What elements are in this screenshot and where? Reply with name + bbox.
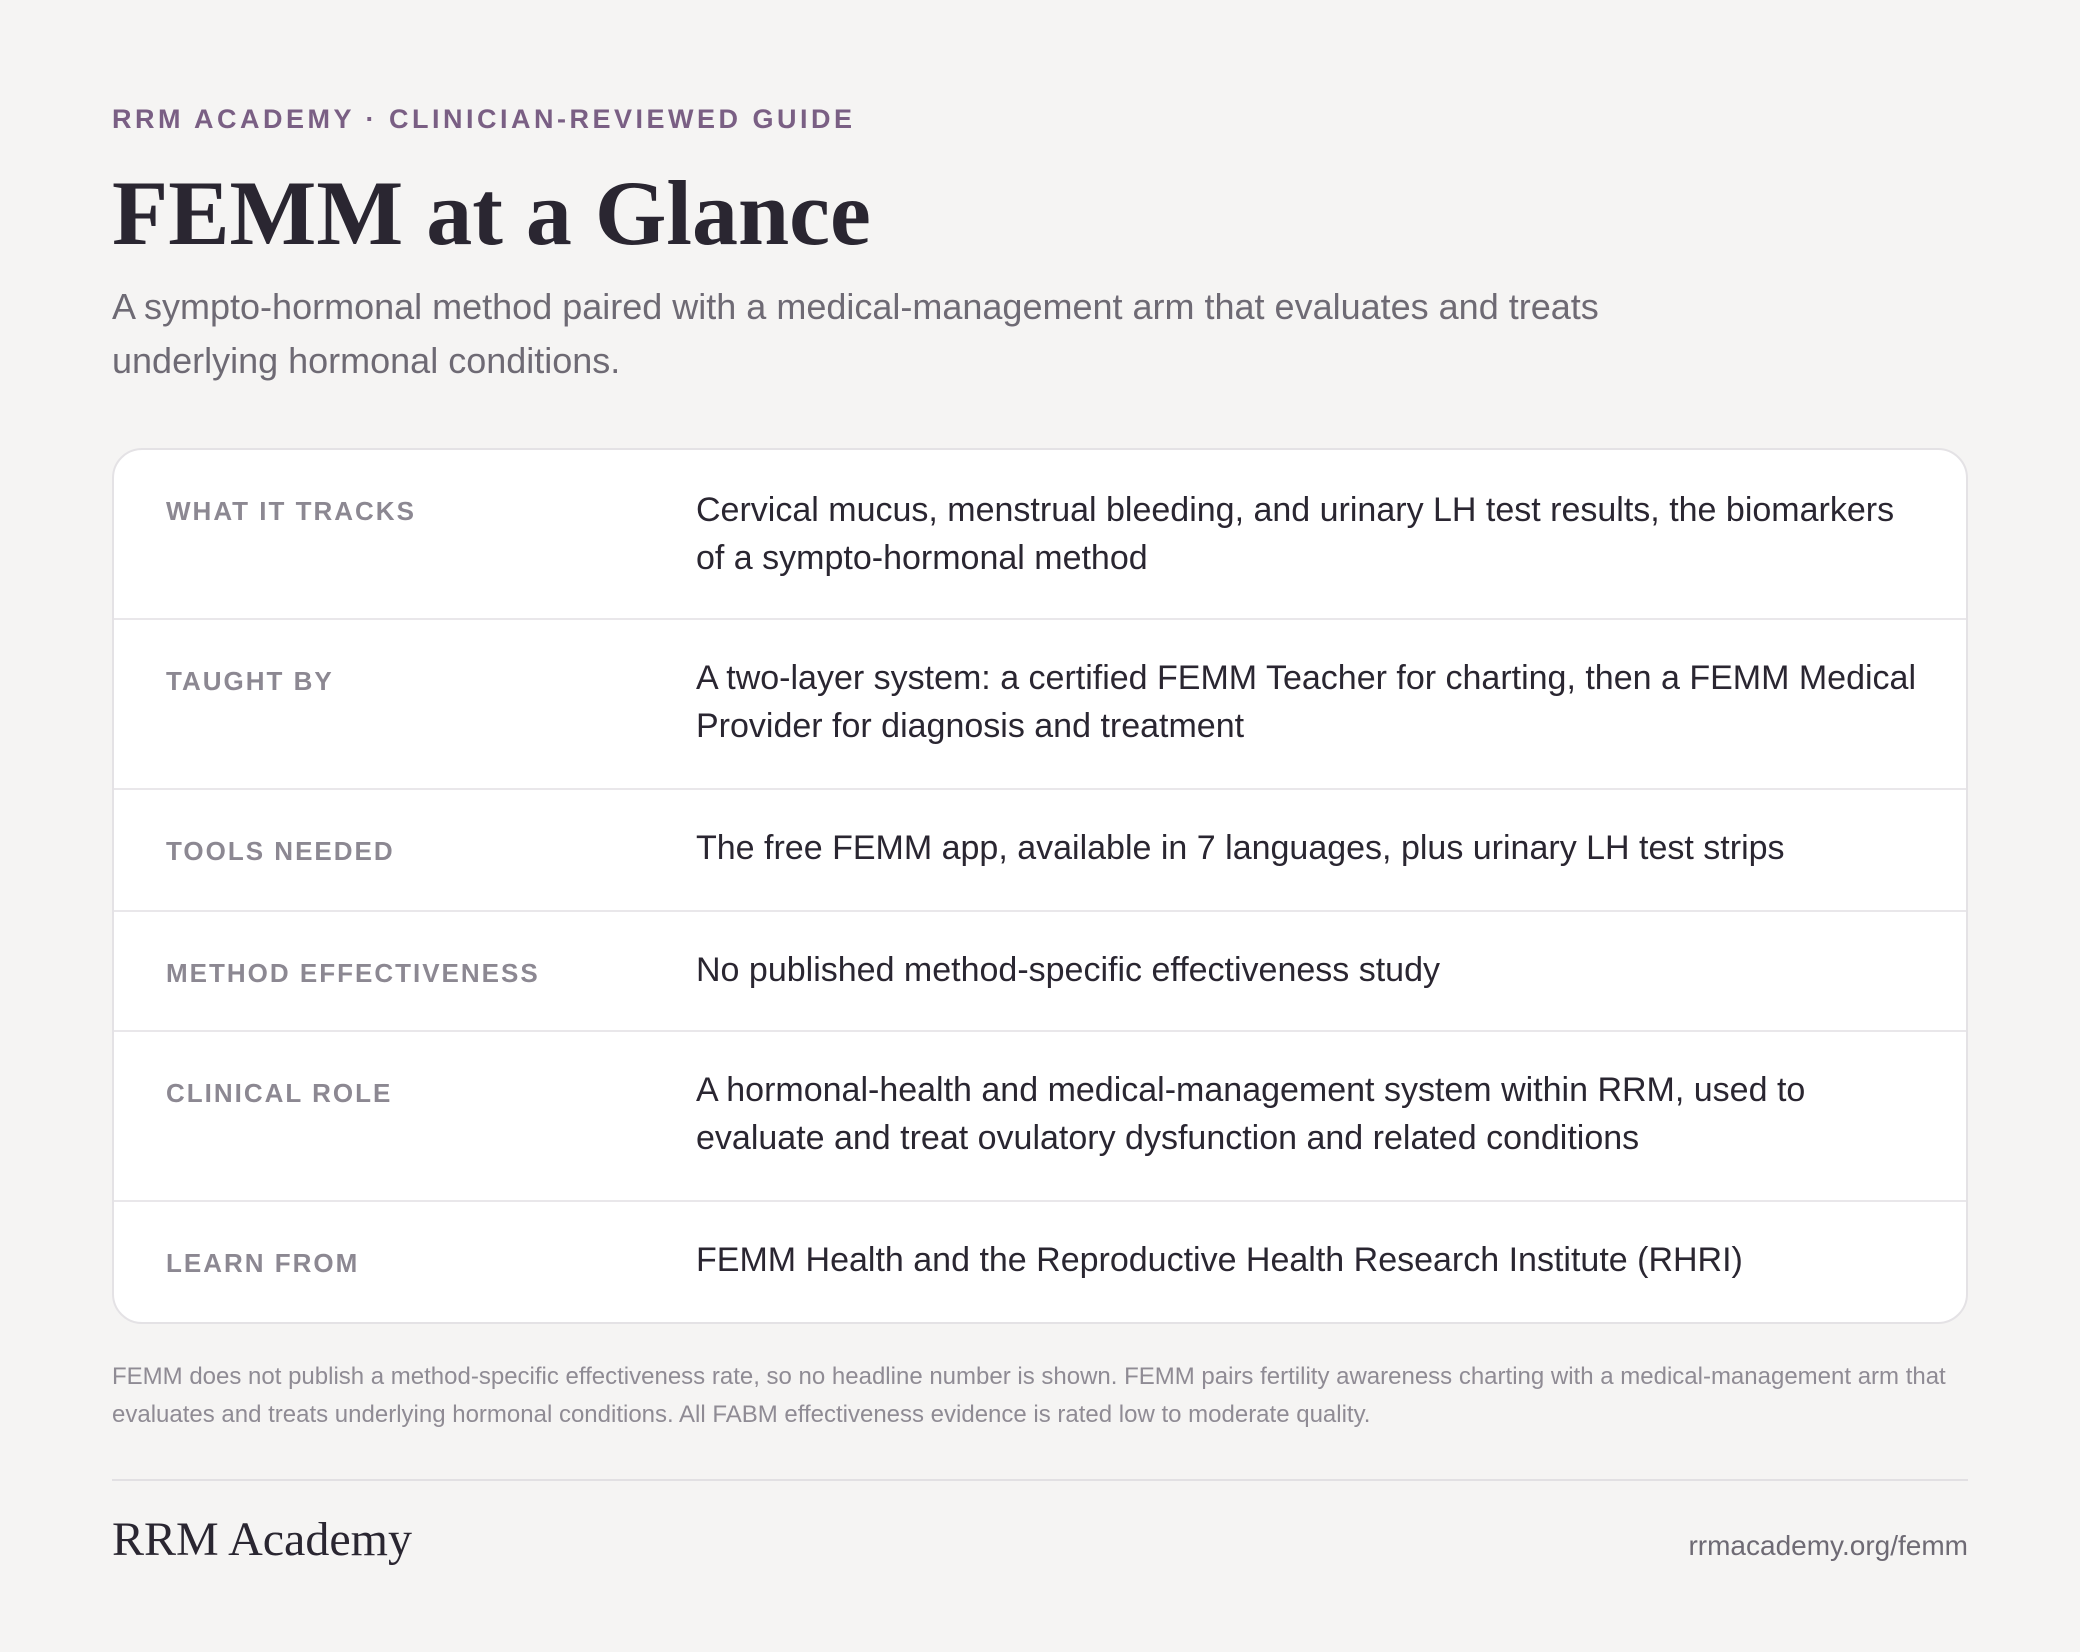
row-value: Cervical mucus, menstrual bleeding, and urinary LH test results, the biomarkers of a sympto-hormonal method [696,491,1895,577]
brand-logo: RRM Academy [112,1513,412,1566]
row-value: FEMM Health and the Reproductive Health Research Institute (RHRI) [696,1241,1743,1279]
row-value: A two-layer system: a certified FEMM Teacher for charting, then a FEMM Medical Provider for diagnosis and treatment [696,659,1917,745]
row-label: WHAT IT TRACKS [166,496,416,526]
row-value: No published method-specific effectiveness study [696,951,1440,989]
row-value: A hormonal-health and medical-management system within RRM, used to evaluate and treat ovulatory dysfunction and related conditions [696,1071,1806,1157]
row-label: TOOLS NEEDED [166,836,395,866]
footer-url-link[interactable]: rrmacademy.org/femm [1688,1530,1968,1561]
row-label: TAUGHT BY [166,666,334,696]
row-label: METHOD EFFECTIVENESS [166,958,540,988]
info-table [112,448,1968,1324]
footnote: FEMM does not publish a method-specific effectiveness rate, so no headline number is shown. FEMM pairs fertility awareness charting with a medical-management arm that evaluates and treats underlying hormonal conditions. All FABM effectiveness evidence is rated low to moderate quality. [112,1363,1946,1428]
table-row [114,912,1966,1032]
table-row [114,1202,1966,1322]
table-row [114,450,1966,620]
row-label: CLINICAL ROLE [166,1078,393,1108]
table-row [114,1032,1966,1202]
row-value: The free FEMM app, available in 7 languages, plus urinary LH test strips [696,829,1785,867]
eyebrow: RRM ACADEMY · CLINICIAN-REVIEWED GUIDE [112,104,856,134]
page-subtitle: A sympto-hormonal method paired with a medical-management arm that evaluates and treats underlying hormonal conditions. [112,286,1599,381]
page-title: FEMM at a Glance [112,162,871,264]
footer-divider [112,1479,1968,1481]
table-row [114,620,1966,790]
row-label: LEARN FROM [166,1248,360,1278]
table-row [114,790,1966,912]
